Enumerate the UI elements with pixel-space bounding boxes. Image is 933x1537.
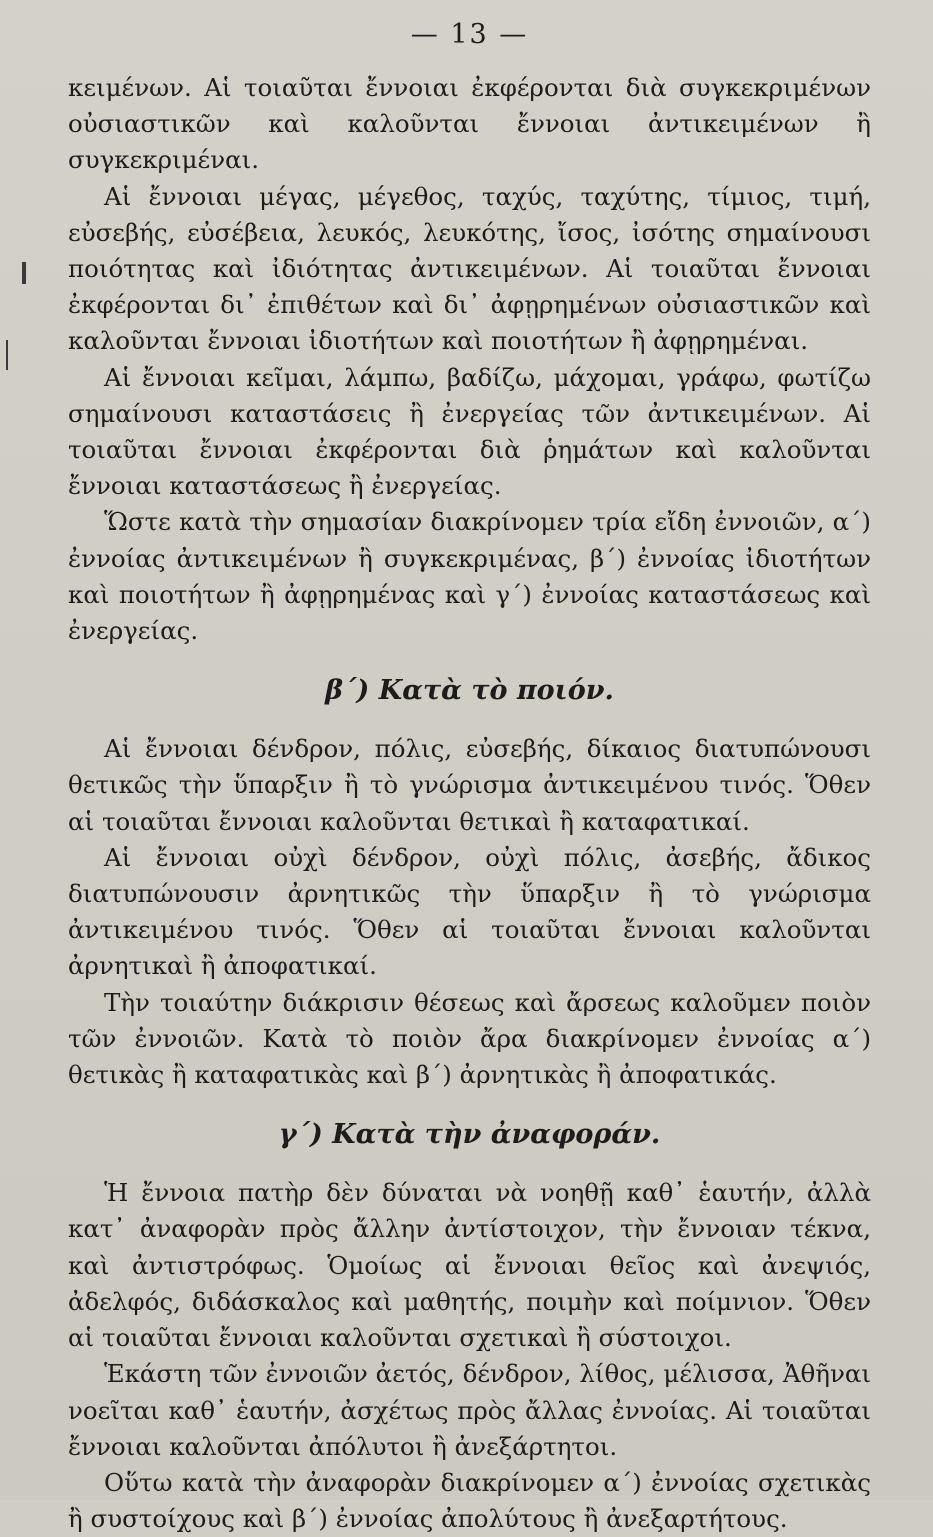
paragraph: Αἱ ἔννοιαι δένδρον, πόλις, εὐσεβής, δίκαιος διατυπώνουσι θετικῶς τὴν ὕπαρξιν ἢ τὸ γνώρισμα ἀντικειμένου τινός. Ὅθεν αἱ τοιαῦται ἔννοιαι καλοῦνται θετικαὶ ἢ καταφατικαί. [68,734,871,836]
paragraph: Αἱ ἔννοιαι οὐχὶ δένδρον, οὐχὶ πόλις, ἀσεβής, ἄδικος διατυπώνουσιν ἀρνητικῶς τὴν ὕπαρξιν ἢ τὸ γνώρισμα ἀντικειμένου τινός. Ὅθεν αἱ τοιαῦται ἔννοιαι καλοῦνται ἀρνητικαὶ ἢ ἀποφατικαί. [68,842,871,981]
paragraph: Οὕτω κατὰ τὴν ἀναφορὰν διακρίνομεν α΄) ἐννοίας σχετικὰς ἢ συστοίχους καὶ β΄) ἐννοίας ἀπολύτους ἢ ἀνεξαρτήτους. [68,1467,871,1534]
paragraph: Ἡ ἔννοια πατὴρ δὲν δύναται νὰ νοηθῇ καθ᾽ ἑαυτήν, ἀλλὰ κατ᾽ ἀναφορὰν πρὸς ἄλλην ἀντίστοιχον, τὴν ἔννοιαν τέκνα, καὶ ἀντιστρόφως. Ὁμοίως αἱ ἔννοιαι θεῖος καὶ ἀνεψιός, ἀδελφός, διδάσκαλος καὶ μαθητής, ποιμὴν καὶ ποίμνιον. Ὅθεν αἱ τοιαῦται ἔννοιαι καλοῦνται σχετικαὶ ἢ σύστοιχοι. [68,1178,871,1353]
section-heading: γ΄) Κατὰ τὴν ἀναφοράν. [278,1119,661,1151]
margin-mark [22,262,26,284]
section-heading: β΄) Κατὰ τὸ ποιόν. [325,675,614,707]
paragraph: Αἱ ἔννοιαι κεῖμαι, λάμπω, βαδίζω, μάχομαι, γράφω, φωτίζω σημαίνουσι καταστάσεις ἢ ἐνεργείας τῶν ἀντικειμένων. Αἱ τοιαῦται ἔννοιαι ἐκφέρονται διὰ ῥημάτων καὶ καλοῦνται ἔννοιαι καταστάσεως ἢ ἐνεργείας. [68,362,871,501]
paragraph: Ὥστε κατὰ τὴν σημασίαν διακρίνομεν τρία εἴδη ἐννοιῶν, α΄) ἐννοίας ἀντικειμένων ἢ συγκεκριμένας, β΄) ἐννοίας ἰδιοτήτων καὶ ποιοτήτων ἢ ἀφῃρημένας καὶ γ΄) ἐννοίας καταστάσεως καὶ ἐνεργείας. [68,507,871,646]
paragraph: Ἑκάστη τῶν ἐννοιῶν ἀετός, δένδρον, λίθος, μέλισσα, Ἀθῆναι νοεῖται καθ᾽ ἑαυτήν, ἀσχέτως πρὸς ἄλλας ἐννοίας. Αἱ τοιαῦται ἔννοιαι καλοῦνται ἀπόλυτοι ἢ ἀνεξάρτητοι. [68,1359,871,1461]
paragraph: κειμένων. Αἱ τοιαῦται ἔννοιαι ἐκφέρονται διὰ συγκεκριμένων οὐσιαστικῶν καὶ καλοῦνται ἔννοιαι ἀντικειμένων ἢ συγκεκριμέναι. [68,73,871,175]
paragraph: Αἱ ἔννοιαι μέγας, μέγεθος, ταχύς, ταχύτης, τίμιος, τιμή, εὐσεβής, εὐσέβεια, λευκός, λευκότης, ἴσος, ἰσότης σημαίνουσι ποιότητας καὶ ἰδιότητας ἀντικειμένων. Αἱ τοιαῦται ἔννοιαι ἐκφέρονται δι᾽ ἐπιθέτων καὶ δι᾽ ἀφῃρημένων οὐσιαστικῶν καὶ καλοῦνται ἔννοιαι ἰδιοτήτων καὶ ποιοτήτων ἢ ἀφῃρημέναι. [68,181,871,356]
page-number: — 13 — [410,19,529,50]
paragraph: Τὴν τοιαύτην διάκρισιν θέσεως καὶ ἄρσεως καλοῦμεν ποιὸν τῶν ἐννοιῶν. Κατὰ τὸ ποιὸν ἄρα διακρίνομεν ἐννοίας α΄) θετικὰς ἢ καταφατικὰς καὶ β΄) ἀρνητικὰς ἢ ἀποφατικάς. [68,987,871,1090]
margin-mark [6,340,8,370]
